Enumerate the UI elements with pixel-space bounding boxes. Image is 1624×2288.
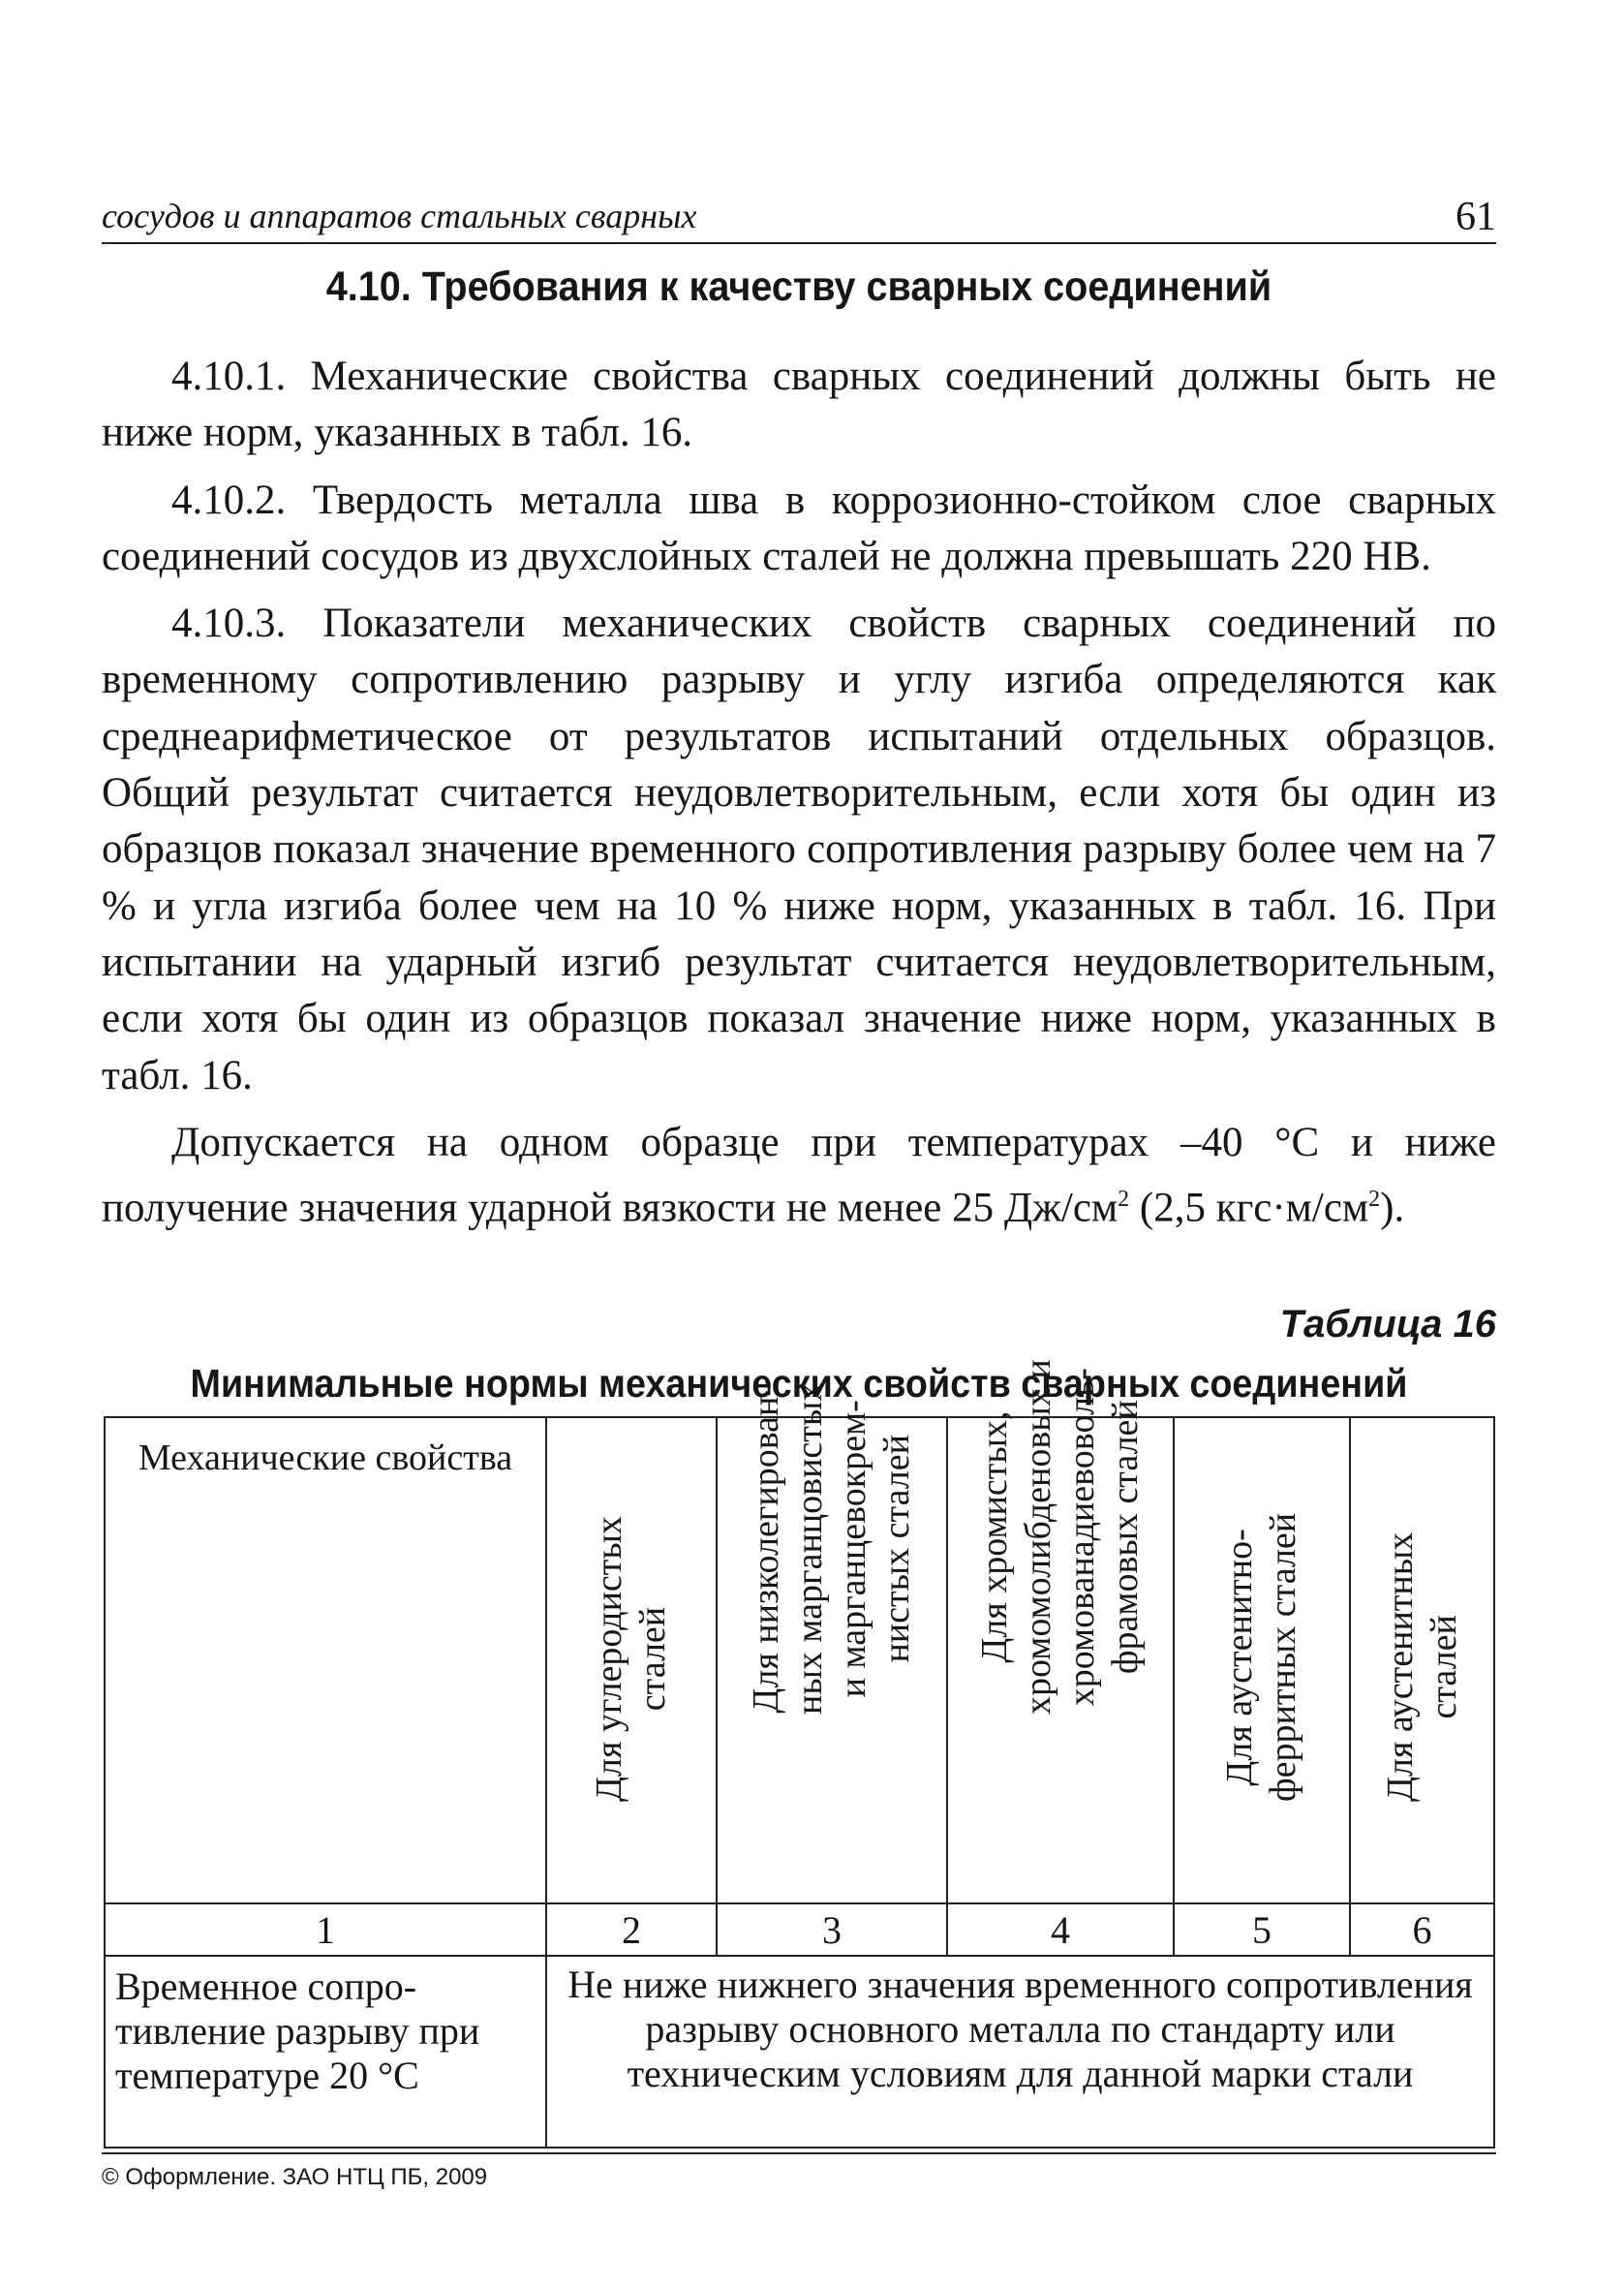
col3-line: нистых сталей [876, 1435, 917, 1663]
note-main: Допускается на одном образце при температурах –40 °С и ниже получение значения ударной вязкости не менее 25 Дж/см [102, 1119, 1496, 1231]
col-header-austenitic [1350, 1417, 1494, 1903]
footer-copyright: © Оформление. ЗАО НТЦ ПБ, 2009 [102, 2164, 488, 2190]
col2-line: сталей [632, 1606, 673, 1712]
col-number: 3 [717, 1903, 947, 1956]
table-header-row [105, 1417, 1494, 1903]
col3-line: Для низколегирован- [746, 1383, 786, 1714]
col-number: 1 [105, 1903, 546, 1956]
note-end: ). [1380, 1185, 1405, 1231]
note-sup-2: 2 [1368, 1187, 1381, 1213]
footer-divider [102, 2152, 1496, 2154]
col-number: 4 [947, 1903, 1174, 1956]
col-number: 5 [1174, 1903, 1350, 1956]
col4-line: хромомолибденовых и [1018, 1359, 1058, 1715]
paragraph-4-10-2: 4.10.2. Твердость металла шва в коррозионно-стойком слое сварных соединений сосудов из двухслойных сталей не должна превышать 220 НВ. [102, 477, 1496, 579]
column-number-row [105, 1903, 1494, 1956]
note-mid: (2,5 кгс·м/см [1129, 1185, 1369, 1231]
col3-line: ных марганцовистых [789, 1382, 830, 1715]
col-number: 6 [1350, 1903, 1494, 1956]
col6-line: Для аустенитных [1379, 1531, 1421, 1802]
running-title: сосудов и аппаратов стальных сварных [102, 197, 697, 235]
table-row [105, 1956, 1494, 2148]
table-label: Таблица 16 [1279, 1303, 1496, 1345]
paragraph-4-10-3: 4.10.3. Показатели механических свойств сварных соединений по временному сопротивлению разрыву и углу изгиба определяются как среднеарифметическое от результатов испытаний отдельных образцов. Общий результат считается неудовлетворительным, если хотя бы один из образцов показал значение временного сопротивления разрыву более чем на 7 % и угла изгиба более чем на 10 % ниже норм, указанных в табл. 16. При испытании на ударный изгиб результат считается неудовлетворительным, если хотя бы один из образцов показал значение ниже норм, указанных в табл. 16. [102, 601, 1496, 1098]
table-title: Минимальные нормы механических свойств сварных соединений [190, 1361, 1408, 1406]
col6-line: сталей [1423, 1615, 1464, 1719]
paragraph-4-10-1: 4.10.1. Механические свойства сварных соединений должны быть не ниже норм, указанных в табл. 16. [102, 354, 1496, 456]
running-header [102, 194, 1496, 244]
col5-line: ферритных сталей [1263, 1512, 1303, 1802]
col-header-austenitic-ferritic [1174, 1417, 1350, 1903]
col4-line: фрамовых сталей [1105, 1400, 1146, 1675]
col-header-chrome [947, 1359, 1174, 1903]
col4-line: хромованадиевоволь- [1061, 1368, 1102, 1707]
paragraph-note [102, 1115, 1496, 1237]
page-number: 61 [1455, 195, 1496, 239]
row-property: Временное сопро-тивление разрыву при температуре 20 °С [105, 1956, 546, 2148]
body-text [102, 349, 1496, 1248]
col-header-properties: Механические свойства [105, 1417, 546, 1903]
row-value: Не ниже нижнего значения временного сопротивления разрыву основного металла по стандарту или техническим условиям для данной марки стали [546, 1956, 1494, 2148]
col-number: 2 [546, 1903, 717, 1956]
col2-line: Для углеродистых [589, 1516, 629, 1802]
section-title: 4.10. Требования к качеству сварных соединений [325, 263, 1272, 310]
col4-line: Для хромистых, [974, 1410, 1015, 1663]
col3-line: и марганцевокрем- [833, 1400, 873, 1698]
col-header-carbon [546, 1417, 717, 1903]
note-sup-1: 2 [1118, 1187, 1130, 1213]
col5-line: Для аустенитно- [1219, 1529, 1260, 1786]
col-header-low-alloy [717, 1382, 947, 1903]
